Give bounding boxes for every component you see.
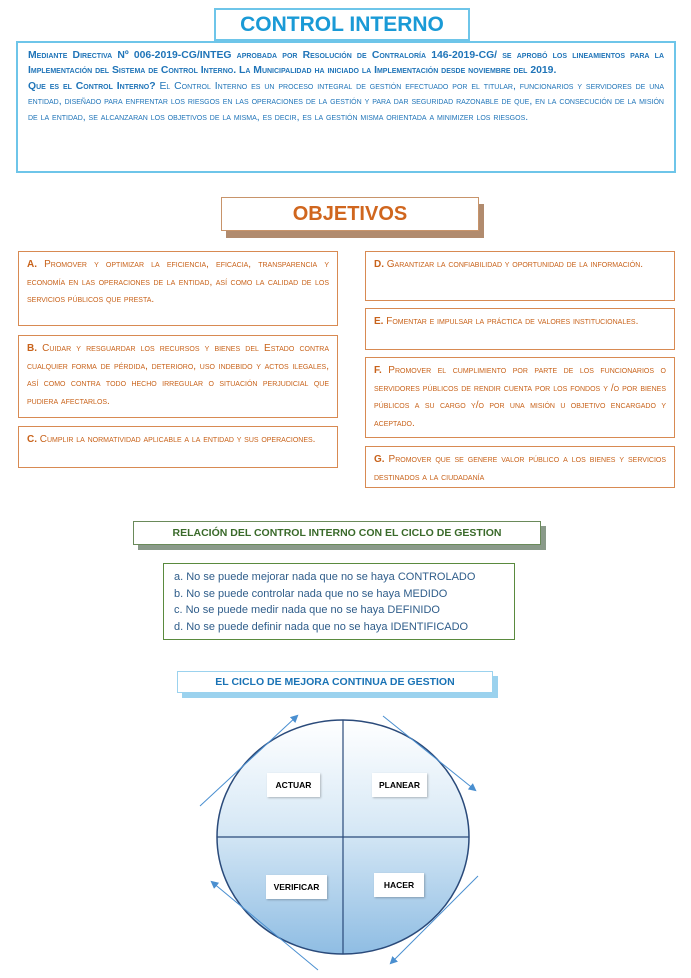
definition-question: Que es el Control Interno? [28,80,156,92]
objective-text: Promover el cumplimiento por parte de los funcionarios o servidores públicos de rendir cuenta por los fondos y /o por bienes públicos a su cargo y/o por una misión u objetivo encargado y aceptado. [374,365,666,429]
objective-letter: B. [27,343,37,354]
objective-text: Promover que se genere valor público a los bienes y servicios destinados a la ciudadanía [374,454,666,483]
relation-item: d. No se puede definir nada que no se haya IDENTIFICADO [174,620,469,633]
objective-letter: G. [374,454,385,465]
objective-letter: A. [27,259,37,270]
relation-item: b. No se puede controlar nada que no se haya MEDIDO [174,587,448,600]
definition-answer: El Control Interno es un proceso integral de gestión efectuado por el titular, funcionarios y servidores de una entidad, diseñado para enfrentar los riesgos en las operaciones de la gestión y para dar seguridad razonable de que, en la consecución de la misión de la entidad, se alcanzaran los objetivos de la misma, es decir, es la gestión misma orientada a minimizer los riesgos. [28,80,664,123]
relation-item: a. No se puede mejorar nada que no se haya CONTROLADO [174,571,476,583]
objective-text: Promover y optimizar la eficiencia, eficacia, transparencia y economía en las operaciones de la entidad, así como la calidad de los servicios públicos que presta. [27,259,329,306]
objective-letter: E. [374,316,384,327]
objective-text: Fomentar e impulsar la práctica de valores institucionales. [386,316,639,327]
objective-text: Cumplir la normatividad aplicable a la entidad y sus operaciones. [39,434,316,445]
objective-letter: C. [27,434,37,445]
objective-text: Garantizar la confiabilidad y oportunidad de la información. [386,259,644,270]
objective-letter: D. [374,259,384,270]
quadrant-hacer: HACER [374,873,424,897]
objective-text: Cuidar y resguardar los recursos y bienes del Estado contra cualquier forma de pérdida, deterioro, uso indebido y actos ilegales, así como contra todo hecho irregular o situación perjudicial que pudiera afectarlos. [27,343,329,407]
objective-letter: F. [374,365,382,376]
relation-item: c. No se puede medir nada que no se haya DEFINIDO [174,604,440,616]
page-title: CONTROL INTERNO [214,8,470,41]
cycle-title: EL CICLO DE MEJORA CONTINUA DE GESTION [177,671,493,693]
relation-title: RELACIÓN DEL CONTROL INTERNO CON EL CICLO DE GESTION [133,521,541,545]
objectives-title: OBJETIVOS [221,197,479,231]
quadrant-planear: PLANEAR [372,773,427,797]
directive-text: Mediante Directiva Nº 006-2019-CG/INTEG aprobada por Resolución de Contraloría 146-2019-CG/ se aprobó los lineamientos para la Implementación del Sistema de Control Interno. La Municipalidad ha iniciado la Implementación desde noviembre del 2019. [28,50,664,77]
quadrant-actuar: ACTUAR [267,773,320,797]
quadrant-verificar: VERIFICAR [266,875,327,899]
